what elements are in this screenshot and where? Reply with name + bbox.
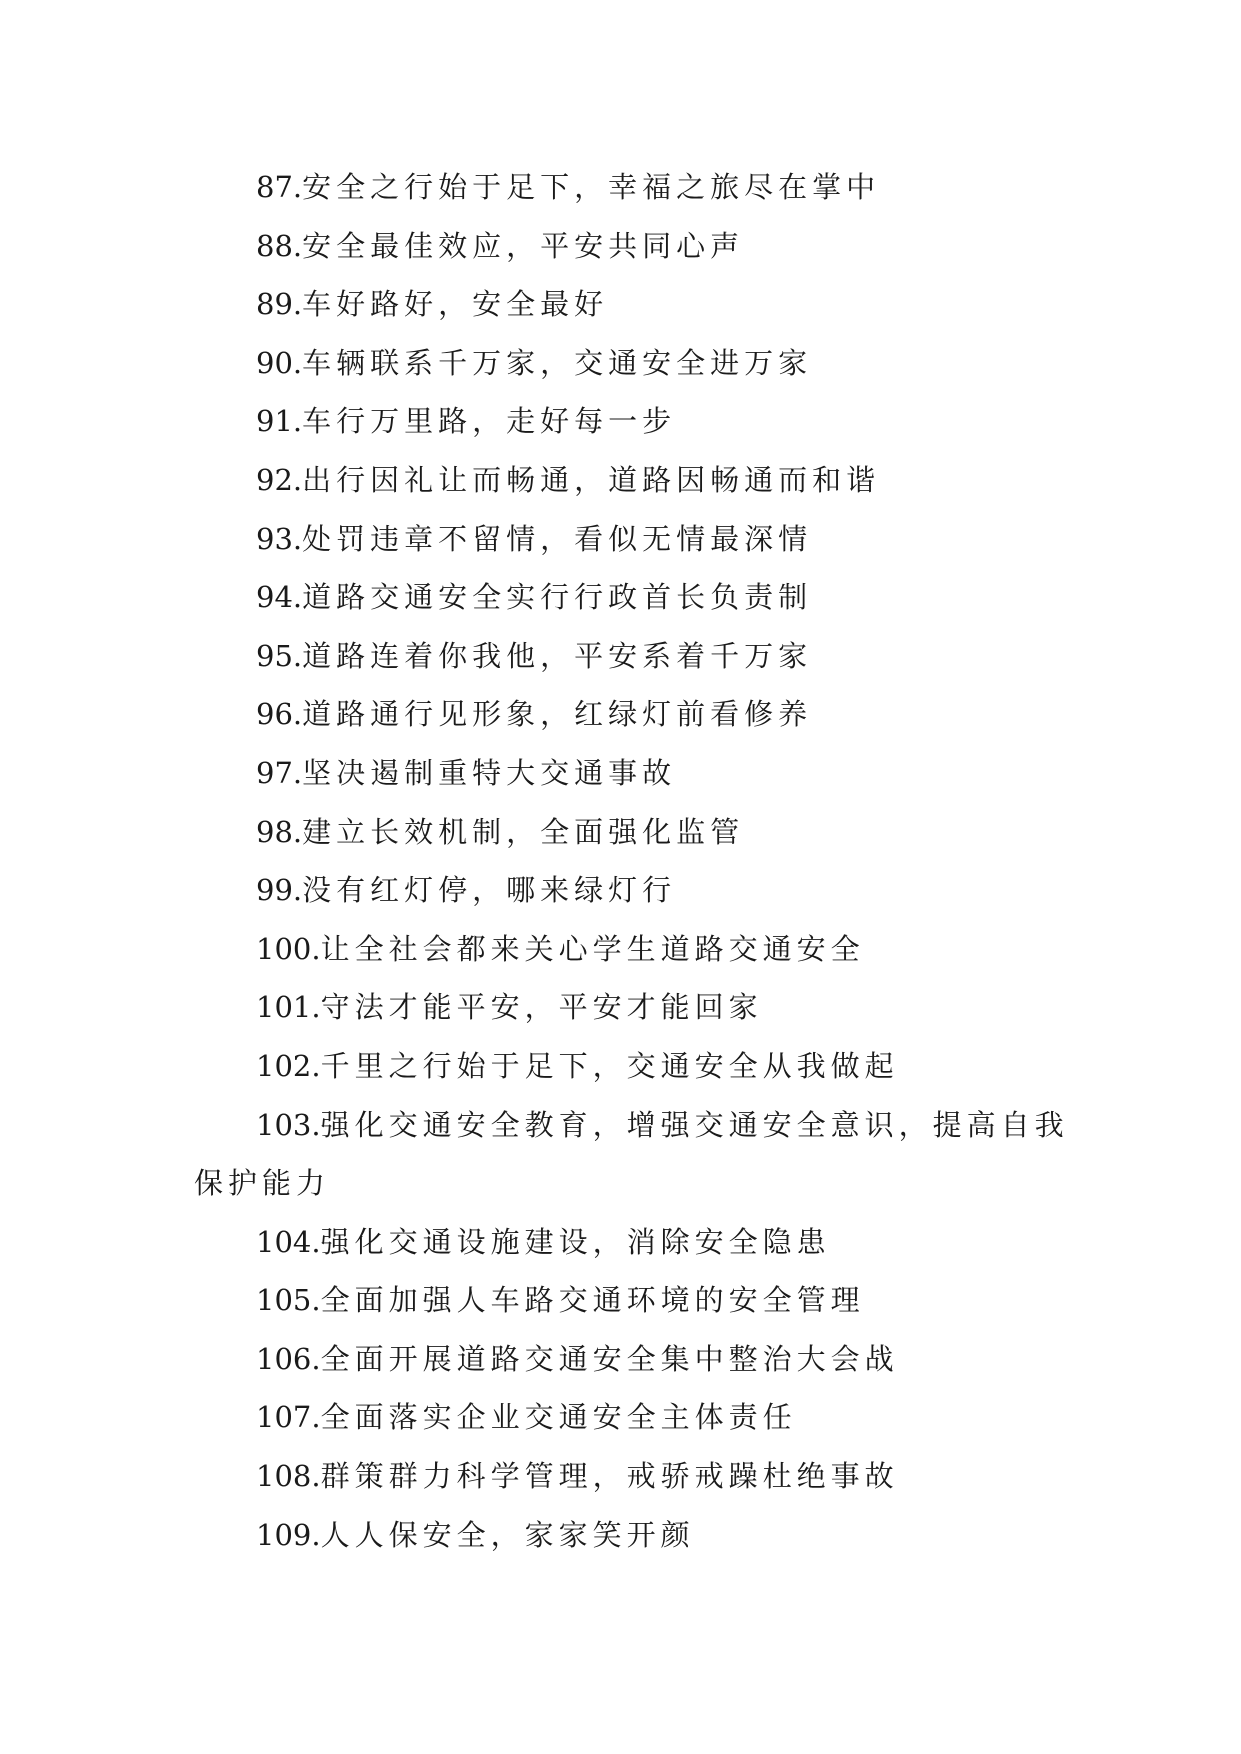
item-text: 强化交通设施建设，消除安全隐患: [320, 1224, 831, 1259]
item-text: 车辆联系千万家，交通安全进万家: [302, 345, 813, 380]
list-item: [194, 1506, 1074, 1565]
list-item: [194, 158, 1074, 217]
item-number: 109.: [256, 1517, 321, 1552]
item-text: 坚决遏制重特大交通事故: [302, 755, 677, 790]
item-text: 强化交通安全教育，增强交通安全意识，提高自我保护能力: [194, 1107, 1069, 1201]
list-item: [194, 920, 1074, 979]
item-number: 89.: [256, 287, 303, 322]
item-text: 全面开展道路交通安全集中整治大会战: [320, 1341, 899, 1376]
list-item: [194, 1037, 1074, 1096]
item-number: 104.: [256, 1224, 321, 1259]
slogan-list: [194, 158, 1074, 1564]
item-number: 108.: [256, 1459, 321, 1494]
item-text: 出行因礼让而畅通，道路因畅通而和谐: [302, 462, 881, 497]
list-item: [194, 275, 1074, 334]
list-item: [194, 1213, 1074, 1272]
item-text: 安全之行始于足下，幸福之旅尽在掌中: [302, 170, 881, 204]
item-number: 102.: [256, 1048, 321, 1083]
item-text: 人人保安全，家家笑开颜: [320, 1517, 695, 1552]
item-text: 守法才能平安，平安才能回家: [320, 990, 763, 1025]
item-number: 90.: [256, 345, 303, 380]
list-item: [194, 1447, 1074, 1506]
list-item: [194, 217, 1074, 276]
item-number: 91.: [256, 404, 303, 439]
item-number: 97.: [256, 755, 303, 790]
item-text: 全面加强人车路交通环境的安全管理: [320, 1283, 865, 1318]
item-number: 98.: [256, 814, 303, 849]
list-item: [194, 1096, 1074, 1213]
item-text: 道路连着你我他，平安系着千万家: [302, 638, 813, 673]
list-item: [194, 1388, 1074, 1447]
item-text: 处罚违章不留情，看似无情最深情: [302, 521, 813, 556]
list-item: [194, 392, 1074, 451]
item-number: 94.: [256, 580, 303, 615]
item-number: 95.: [256, 638, 303, 673]
list-item: [194, 627, 1074, 686]
item-number: 87.: [256, 170, 303, 204]
list-item: [194, 978, 1074, 1037]
list-item: [194, 1271, 1074, 1330]
item-text: 道路交通安全实行行政首长负责制: [302, 580, 813, 615]
item-number: 93.: [256, 521, 303, 556]
list-item: [194, 568, 1074, 627]
list-item: [194, 744, 1074, 803]
item-number: 99.: [256, 873, 303, 908]
item-number: 105.: [256, 1283, 321, 1318]
item-number: 106.: [256, 1341, 321, 1376]
item-text: 车行万里路，走好每一步: [302, 404, 677, 439]
item-text: 让全社会都来关心学生道路交通安全: [320, 931, 865, 966]
list-item: [194, 510, 1074, 569]
item-text: 全面落实企业交通安全主体责任: [320, 1400, 797, 1435]
item-number: 92.: [256, 462, 303, 497]
list-item: [194, 685, 1074, 744]
list-item: [194, 803, 1074, 862]
item-text: 车好路好，安全最好: [302, 287, 609, 322]
item-text: 道路通行见形象，红绿灯前看修养: [302, 697, 813, 732]
list-item: [194, 334, 1074, 393]
list-item: [194, 1330, 1074, 1389]
item-number: 107.: [256, 1400, 321, 1435]
item-text: 建立长效机制，全面强化监管: [302, 814, 745, 849]
item-number: 100.: [256, 931, 321, 966]
item-number: 88.: [256, 228, 303, 263]
list-item: [194, 451, 1074, 510]
item-text: 安全最佳效应，平安共同心声: [302, 228, 745, 263]
item-text: 千里之行始于足下，交通安全从我做起: [320, 1048, 899, 1083]
item-number: 96.: [256, 697, 303, 732]
list-item: [194, 861, 1074, 920]
item-text: 群策群力科学管理，戒骄戒躁杜绝事故: [320, 1459, 899, 1494]
item-number: 101.: [256, 990, 321, 1025]
item-text: 没有红灯停，哪来绿灯行: [302, 873, 677, 908]
item-number: 103.: [256, 1107, 321, 1142]
